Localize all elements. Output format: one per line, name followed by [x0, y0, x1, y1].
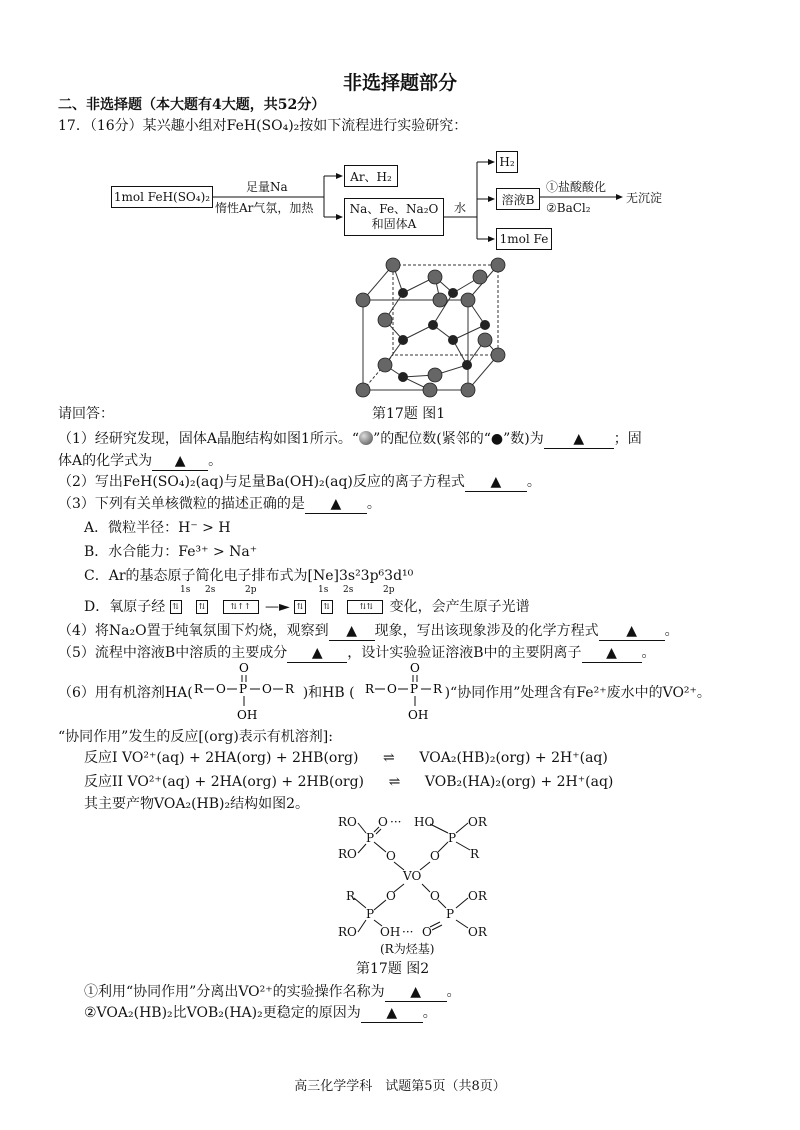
orbital-2s-icon: ⇅	[196, 600, 208, 614]
reaction-1	[84, 749, 608, 767]
fig2-or-br2: OR	[468, 925, 487, 939]
orb-label-1s-a: 1s	[180, 585, 191, 595]
fig2-or-tr: OR	[468, 815, 487, 829]
fig2-o-vl: O	[386, 849, 396, 863]
orb-label-2p-a: 2p	[245, 585, 257, 595]
fig2-o-br: O	[430, 889, 440, 903]
q5-line	[58, 644, 656, 663]
sub2-text: ②VOA₂(HB)₂比VOB₂(HA)₂更稳定的原因为	[84, 1005, 361, 1021]
fig2-p-tr: P	[448, 831, 457, 845]
fig2-caption: 第17题 图2	[356, 961, 430, 977]
hb-oh: OH	[408, 708, 429, 722]
q6-sub1	[84, 983, 461, 1002]
hb-o1: O	[387, 682, 397, 696]
q3-option-a: A．微粒半径：H⁻ > H	[84, 520, 231, 536]
gray-atom-icon	[359, 431, 373, 445]
fig2-o-bottom: O	[422, 925, 432, 939]
fig2-ro-tl: RO	[338, 815, 357, 829]
sub1-blank: ▲	[385, 983, 447, 1002]
ha-r2: R	[285, 682, 295, 696]
orb-label-2s-a: 2s	[205, 585, 216, 595]
q1-line2	[58, 452, 222, 471]
q3-option-d-text-a: D．氧原子经	[84, 599, 166, 615]
fig1-caption: 第17题 图1	[372, 406, 446, 422]
orb-label-2p-b: 2p	[383, 585, 395, 595]
q4-text-b: 现象，写出该现象涉及的化学方程式	[374, 623, 599, 639]
orbital-1s-icon: ⇅	[294, 600, 306, 614]
period: 。	[641, 645, 656, 661]
q1-text-b: ”的配位数(紧邻的“●”数)为	[373, 431, 544, 447]
q3-text: （3）下列有关单核微粒的描述正确的是	[58, 496, 305, 512]
hb-r1: R	[365, 682, 375, 696]
flow-solid-line2: 和固体A	[371, 217, 417, 231]
ha-structure	[192, 660, 312, 726]
orb-label-1s-b: 1s	[318, 585, 329, 595]
hb-r2: R	[433, 682, 443, 696]
q3-blank: ▲	[305, 495, 367, 514]
fig2-or-br1: OR	[468, 889, 487, 903]
equilibrium-arrow-icon: ⇌	[383, 750, 395, 766]
fig2-ro-bl: RO	[338, 925, 357, 939]
flow-gas-box: Ar、H₂	[344, 165, 398, 187]
r1-left: VO²⁺(aq) + 2HA(org) + 2HB(org)	[121, 750, 359, 766]
period: 。	[422, 1005, 437, 1021]
section-heading: 二、非选择题（本大题有4大题，共52分）	[58, 97, 326, 113]
ha-oh: OH	[237, 708, 258, 722]
page-footer: 高三化学学科 试题第5页（共8页）	[294, 1079, 506, 1094]
q4-text-a: （4）将Na₂O置于纯氧氛围下灼烧，观察到	[58, 623, 329, 639]
equilibrium-arrow-icon: ⇌	[388, 774, 401, 790]
period: 。	[664, 623, 679, 639]
r2-label: 反应II	[84, 774, 124, 790]
hb-structure	[363, 660, 463, 726]
fig2-hbond-bottom: ···	[402, 925, 414, 939]
sub2-blank: ▲	[361, 1004, 423, 1023]
flow-arrows	[0, 0, 800, 260]
fig2-note: (R为烃基)	[380, 942, 435, 956]
flow-h2-box: H₂	[496, 151, 518, 173]
q1-blank2: ▲	[152, 452, 208, 471]
orb-label-2s-b: 2s	[343, 585, 354, 595]
q6-text-c: )“协同作用”处理含有Fe²⁺废水中的VO²⁺。	[444, 685, 711, 701]
period: 。	[446, 984, 461, 1000]
r2-right: VOB₂(HA)₂(org) + 2H⁺(aq)	[424, 774, 614, 790]
fig2-o-tl: O	[378, 815, 388, 829]
flow-arrow1-top: 足量Na	[246, 180, 288, 194]
q6-line3: 其主要产物VOA₂(HB)₂结构如图2。	[84, 796, 310, 812]
q5-text-b: ，设计实验验证溶液B中的主要阴离子	[347, 645, 582, 661]
ha-o1: O	[216, 682, 226, 696]
sub1-text: ①利用“协同作用”分离出VO²⁺的实验操作名称为	[84, 984, 385, 1000]
flow-solutionb-box: 溶液B	[496, 188, 540, 210]
flow-fe-box: 1mol Fe	[496, 228, 552, 250]
q3-option-b: B．水合能力：Fe³⁺ > Na⁺	[84, 544, 258, 560]
hb-o-top: O	[410, 661, 420, 675]
fig2-ro-ml: RO	[338, 847, 357, 861]
q1-text-c: ；固	[613, 431, 642, 447]
hb-p: P	[410, 682, 419, 696]
ha-o2: O	[262, 682, 272, 696]
orbital-2p-icon: ⇅⇅	[347, 600, 383, 614]
period: 。	[208, 453, 223, 469]
q6-text-a: （6）用有机溶剂HA(	[58, 685, 193, 701]
q1-text-d: 体A的化学式为	[58, 453, 153, 469]
q6-text-b: )和HB (	[302, 685, 355, 701]
r2-left: VO²⁺(aq) + 2HA(org) + 2HB(org)	[127, 774, 364, 790]
orbital-2p-icon: ⇅↑↑	[223, 600, 259, 614]
q2-text: （2）写出FeH(SO₄)₂(aq)与足量Ba(OH)₂(aq)反应的离子方程式	[58, 474, 465, 490]
q1-line1	[58, 430, 642, 449]
flow-start-box: 1mol FeH(SO₄)₂	[111, 186, 213, 208]
q2-line	[58, 473, 541, 492]
q6-line2: “协同作用”发生的反应[(org)表示有机溶剂]:	[58, 729, 333, 745]
q2-blank: ▲	[465, 473, 527, 492]
voa2hb2-structure-figure	[330, 808, 500, 958]
fig2-o-vr: O	[430, 849, 440, 863]
q5-blank1: ▲	[287, 644, 347, 663]
q4-blank1: ▲	[329, 622, 375, 641]
q1-blank1: ▲	[544, 430, 614, 449]
q17-intro: 17．（16分）某兴趣小组对FeH(SO₄)₂按如下流程进行实验研究：	[58, 118, 468, 134]
q5-text-a: （5）流程中溶液B中溶质的主要成分	[58, 645, 288, 661]
page-title: 非选择题部分	[342, 72, 457, 94]
fig2-r-tr: R	[470, 847, 480, 861]
crystal-structure-figure	[345, 255, 525, 405]
period: 。	[526, 474, 541, 490]
orbital-2s-icon: ⇅	[321, 600, 333, 614]
fig2-p-tl: P	[366, 831, 375, 845]
flow-result: 无沉淀	[626, 191, 663, 205]
q3-line	[58, 495, 381, 514]
flow-step2: ②BaCl₂	[546, 201, 591, 215]
ha-p: P	[239, 682, 248, 696]
q3-option-d-text-b: 变化，会产生原子光谱	[389, 599, 530, 615]
r1-label: 反应I	[84, 750, 118, 766]
flow-step1: ①盐酸酸化	[546, 180, 607, 194]
fig2-p-bl: P	[366, 907, 375, 921]
q3-option-d	[84, 598, 530, 616]
arrow-icon: —►	[265, 599, 290, 615]
ha-r1: R	[194, 682, 204, 696]
r1-right: VOA₂(HB)₂(org) + 2H⁺(aq)	[419, 750, 608, 766]
fig2-oh-bottom: OH	[380, 925, 401, 939]
fig2-p-br: P	[446, 907, 455, 921]
fig2-hbond-top: ···	[390, 815, 402, 829]
orbital-1s-icon: ⇅	[170, 600, 182, 614]
flow-water-label: 水	[454, 201, 467, 215]
q4-blank2: ▲	[599, 622, 665, 641]
fig2-o-bl: O	[386, 889, 396, 903]
flow-solid-line1: Na、Fe、Na₂O	[349, 202, 439, 216]
q4-line	[58, 622, 679, 641]
reaction-2	[84, 773, 613, 791]
fig2-vo: VO	[403, 869, 422, 883]
q3-option-c: C．Ar的基态原子简化电子排布式为[Ne]3s²3p⁶3d¹⁰	[84, 568, 414, 584]
ha-o-top: O	[239, 661, 249, 675]
prompt: 请回答：	[58, 406, 114, 422]
q6-sub2	[84, 1004, 437, 1023]
q5-blank2: ▲	[582, 644, 642, 663]
q1-text-a: （1）经研究发现，固体A晶胞结构如图1所示。“	[58, 431, 360, 447]
flow-arrow1-bottom: 惰性Ar气氛，加热	[215, 201, 314, 215]
period: 。	[366, 496, 381, 512]
fig2-ho-top: HO	[414, 815, 435, 829]
fig2-r-bl: R	[346, 889, 356, 903]
